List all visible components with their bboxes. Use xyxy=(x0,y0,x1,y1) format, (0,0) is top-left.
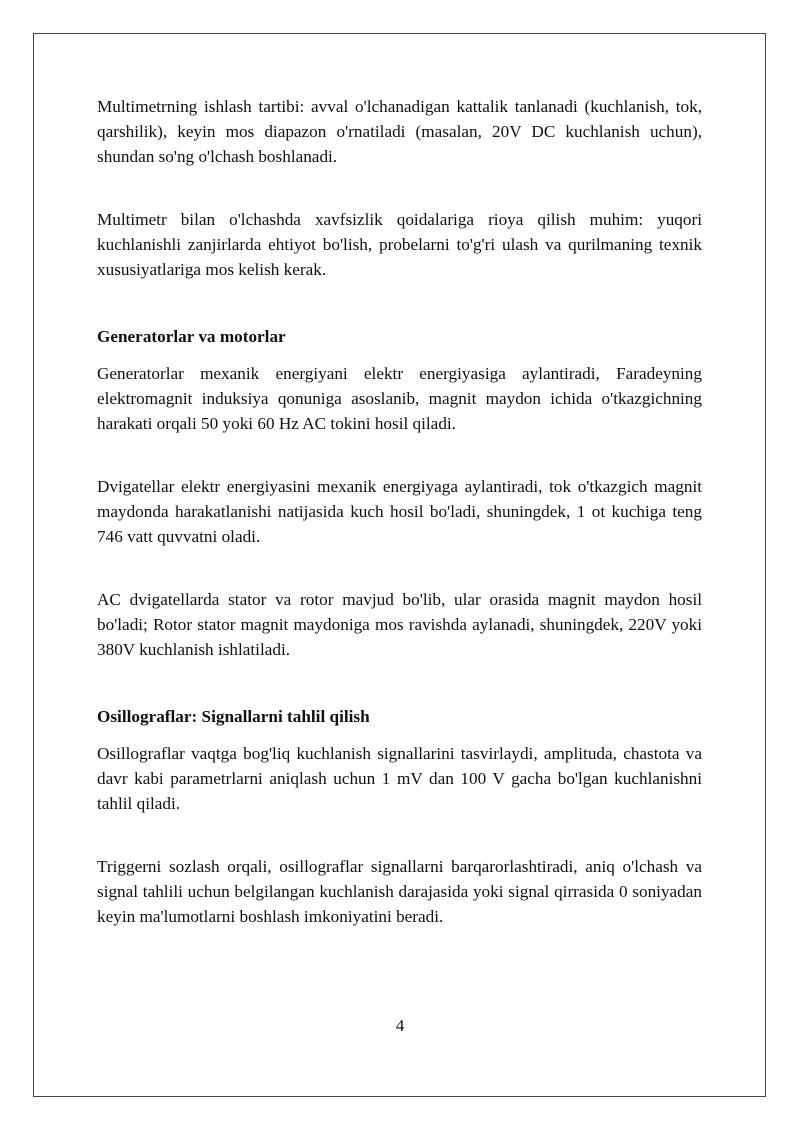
section-heading-generators-motors: Generatorlar va motorlar xyxy=(97,327,286,346)
paragraph-ac-motors: AC dvigatellarda stator va rotor mavjud bo'lib, ular orasida magnit maydon hosil bo'ladi; Rotor stator magnit maydoniga mos ravishda aylanadi, shuningdek, 220V yoki 380V kuchlanish ishlatiladi. xyxy=(97,590,702,659)
page-number: 4 xyxy=(395,1016,405,1035)
paragraph-multimeter-safety: Multimetr bilan o'lchashda xavfsizlik qoidalariga rioya qilish muhim: yuqori kuchlanishli zanjirlarda ehtiyot bo'lish, probelarni to'g'ri ulash va qurilmaning texnik xususiyatlariga mos kelish kerak. xyxy=(97,210,702,279)
section-spacer xyxy=(97,662,702,704)
paragraph-trigger: Triggerni sozlash orqali, osillograflar signallarni barqarorlashtiradi, aniq o'lchash va signal tahlili uchun belgilangan kuchlanish darajasida yoki signal qirrasida 0 soniyadan keyin ma'lumotlarni boshlash imkoniyatini beradi. xyxy=(97,857,702,926)
paragraph-spacer xyxy=(97,436,702,474)
document-body xyxy=(97,94,702,929)
paragraph-generators: Generatorlar mexanik energiyani elektr energiyasiga aylantiradi, Faradeyning elektromagnit induksiya qonuniga asoslanib, magnit maydon ichida o'tkazgichning harakati orqali 50 yoki 60 Hz AC tokini hosil qiladi. xyxy=(97,364,702,433)
paragraph-multimeter-procedure: Multimetrning ishlash tartibi: avval o'lchanadigan kattalik tanlanadi (kuchlanish, tok, qarshilik), keyin mos diapazon o'rnatiladi (masalan, 20V DC kuchlanish uchun), shundan so'ng o'lchash boshlanadi. xyxy=(97,97,702,166)
heading-spacer xyxy=(97,729,702,741)
heading-spacer xyxy=(97,349,702,361)
paragraph-spacer xyxy=(97,816,702,854)
paragraph-motors: Dvigatellar elektr energiyasini mexanik energiyaga aylantiradi, tok o'tkazgich magnit maydonda harakatlanishi natijasida kuch hosil bo'ladi, shuningdek, 1 ot kuchiga teng 746 vatt quvvatni oladi. xyxy=(97,477,702,546)
paragraph-oscilloscopes: Osillograflar vaqtga bog'liq kuchlanish signallarini tasvirlaydi, amplituda, chastota va davr kabi parametrlarni aniqlash uchun 1 mV dan 100 V gacha bo'lgan kuchlanishni tahlil qiladi. xyxy=(97,744,702,813)
section-heading-oscilloscopes: Osillograflar: Signallarni tahlil qilish xyxy=(97,707,370,726)
paragraph-spacer xyxy=(97,169,702,207)
section-spacer xyxy=(97,282,702,324)
paragraph-spacer xyxy=(97,549,702,587)
